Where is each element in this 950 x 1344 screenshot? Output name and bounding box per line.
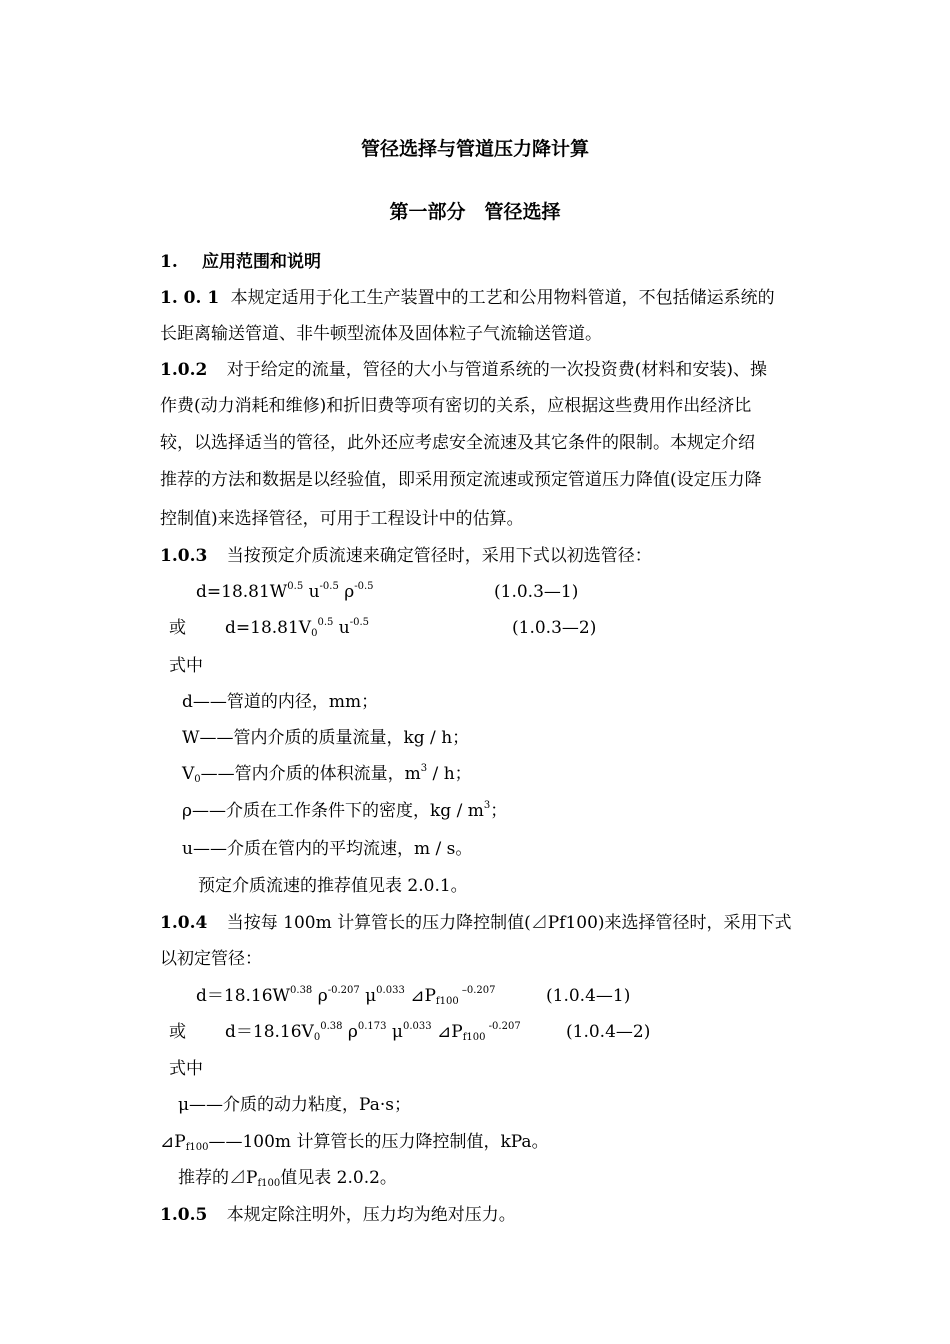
clause-text: 作费(动力消耗和维修)和折旧费等项有密切的关系，应根据这些费用作出经济比 bbox=[160, 396, 752, 416]
formula-number: (1.0.3—2) bbox=[512, 618, 597, 638]
clause-text: 较，以选择适当的管径，此外还应考虑安全流速及其它条件的限制。本规定介绍 bbox=[160, 433, 755, 453]
definition-delta-pf100: $⊿P_{f100}——100m$ 计算管长的压力降控制值，kPa。 bbox=[160, 1132, 549, 1153]
clause-text: 以初定管径： bbox=[160, 949, 262, 969]
clause-1-0-1 bbox=[160, 287, 775, 309]
clause-text: 长距离输送管道、非牛顿型流体及固体粒子气流输送管道。 bbox=[160, 324, 602, 344]
definition-v0: $V_0——$管内介质的体积流量，$m^3$ / h； bbox=[182, 763, 472, 785]
section-number: 1. bbox=[160, 252, 178, 272]
clause-text: 当按预定介质流速来确定管径时，采用下式以初选管径： bbox=[226, 546, 652, 566]
or-label: 或 bbox=[169, 1022, 186, 1042]
definition-mu: μ——介质的动力粘度，Pa·s； bbox=[178, 1095, 411, 1115]
clause-number: 1.0.4 bbox=[160, 913, 208, 933]
clause-number: 1.0.5 bbox=[160, 1205, 208, 1225]
clause-number: 1.0.2 bbox=[160, 360, 208, 380]
formula-number: (1.0.3—1) bbox=[494, 582, 579, 602]
clause-1-0-3 bbox=[160, 545, 652, 567]
formula-1-0-3-1: $d=18.81W^{0.5}$ $u^{-0.5}$ $\rho^{-0.5}$ bbox=[196, 581, 374, 602]
page-title: 管径选择与管道压力降计算 bbox=[360, 138, 589, 160]
clause-text: 当按每 100m 计算管长的压力降控制值(⊿Pf100)来选择管径时，采用下式 bbox=[226, 913, 792, 933]
or-label: 或 bbox=[169, 618, 186, 638]
where-label: 式中 bbox=[169, 656, 203, 676]
definition-w: W——管内介质的质量流量，kg / h； bbox=[182, 728, 470, 748]
clause-text: 本规定除注明外，压力均为绝对压力。 bbox=[226, 1205, 516, 1225]
note-table-2-0-2: 推荐的$⊿P_{f100}$值见表 2.0.2。 bbox=[178, 1168, 397, 1189]
where-label: 式中 bbox=[169, 1059, 203, 1079]
part-title: 第一部分 管径选择 bbox=[389, 201, 561, 223]
clause-number: 1.0.3 bbox=[160, 546, 208, 566]
clause-number: 1. 0. 1 bbox=[160, 288, 220, 308]
formula-1-0-4-1: $d=18.16W^{0.38}$ $\rho^{-0.207}$ $\mu^{0.033}$ $⊿P_{f100}$ $^{-0.207}$ bbox=[196, 985, 496, 1007]
formula-number: (1.0.4—2) bbox=[566, 1022, 651, 1042]
clause-text: 控制值)来选择管径，可用于工程设计中的估算。 bbox=[160, 509, 524, 529]
clause-1-0-2 bbox=[160, 359, 767, 381]
definition-rho: ρ——介质在工作条件下的密度，kg / $m^3$； bbox=[182, 800, 508, 821]
section-heading: 应用范围和说明 bbox=[202, 252, 321, 272]
clause-text: 对于给定的流量，管径的大小与管道系统的一次投资费(材料和安装)、操 bbox=[226, 360, 767, 380]
note-table-2-0-1: 预定介质流速的推荐值见表 2.0.1。 bbox=[198, 876, 468, 896]
formula-1-0-3-2: $d=18.81V_0^{0.5}$ $u^{-0.5}$ bbox=[225, 617, 370, 639]
definition-d: d——管道的内径，mm； bbox=[182, 692, 379, 712]
formula-number: (1.0.4—1) bbox=[546, 986, 631, 1006]
definition-u: u——介质在管内的平均流速，m / s。 bbox=[182, 839, 473, 859]
clause-text: 本规定适用于化工生产装置中的工艺和公用物料管道，不包括储运系统的 bbox=[230, 288, 775, 308]
clause-1-0-4 bbox=[160, 912, 792, 934]
formula-1-0-4-2: $d=18.16V_0^{0.38}$ $\rho^{0.173}$ $\mu^{0.033}$ $⊿P_{f100}$ $^{-0.207}$ bbox=[225, 1021, 521, 1043]
clause-1-0-5 bbox=[160, 1204, 516, 1226]
clause-text: 推荐的方法和数据是以经验值，即采用预定流速或预定管道压力降值(设定压力降 bbox=[160, 470, 762, 490]
